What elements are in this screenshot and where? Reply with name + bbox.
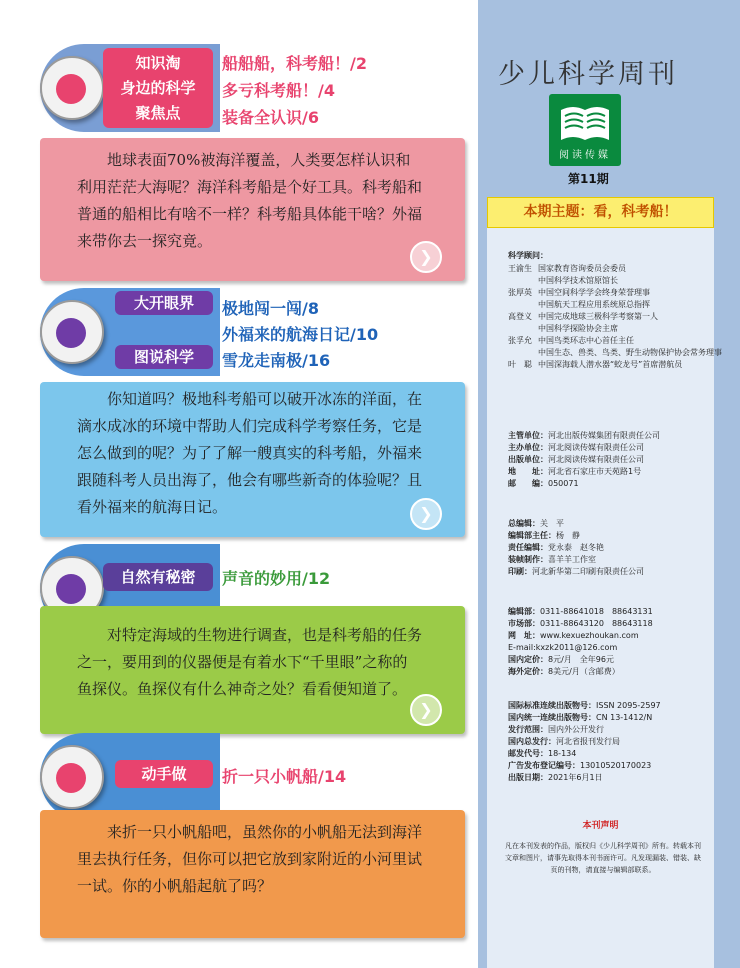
section-label: 大开眼界 <box>115 291 213 315</box>
section-disc <box>40 745 104 809</box>
publisher-value: 河北省石家庄市天苑路1号 <box>548 467 642 476</box>
publisher-row <box>508 430 660 442</box>
advisor-title: 中国完成地球三极科学考察第一人 <box>538 312 658 321</box>
next-arrow-icon[interactable]: ❯ <box>410 241 442 273</box>
contact-row <box>508 654 653 666</box>
section-card <box>40 810 465 938</box>
codes-key: 广告发布登记编号： <box>508 761 580 770</box>
contact-row <box>508 642 653 654</box>
contact-row <box>508 606 653 618</box>
codes-key: 出版日期： <box>508 773 548 782</box>
contact-value: 8美元/月（含邮费） <box>548 667 620 676</box>
toc-link[interactable]: 雪龙走南极/16 <box>222 351 331 370</box>
codes-row <box>508 700 661 712</box>
section-label: 自然有秘密 <box>103 563 213 591</box>
publisher-key: 地 址： <box>508 467 548 476</box>
editors-row <box>508 566 644 578</box>
contact-row <box>508 618 653 630</box>
section-disc <box>40 56 104 120</box>
toc-link[interactable]: 船船船，科考船！/2 <box>222 54 367 73</box>
issue-number: 第11期 <box>568 172 609 186</box>
editors-info <box>508 518 644 578</box>
editors-value: 河北新华第二印刷有限责任公司 <box>532 567 644 576</box>
codes-value: 河北省报刊发行局 <box>556 737 620 746</box>
contact-key: 编辑部： <box>508 607 540 616</box>
advisor-name: 高登义 <box>508 312 532 321</box>
codes-key: 发行范围： <box>508 725 548 734</box>
advisors-list <box>508 263 722 371</box>
advisor-title: 中国科学探险协会主席 <box>538 324 618 333</box>
codes-value: 2021年6月1日 <box>548 773 603 782</box>
publication-codes <box>508 700 661 784</box>
editors-row <box>508 554 644 566</box>
advisor-name: 叶 聪 <box>508 360 532 369</box>
editors-key: 责任编辑： <box>508 543 548 552</box>
codes-key: 邮发代号： <box>508 749 548 758</box>
editors-value: 关 平 <box>540 519 564 528</box>
codes-row <box>508 724 661 736</box>
section-label: 动手做 <box>115 760 213 788</box>
publisher-row <box>508 454 660 466</box>
toc-link[interactable]: 极地闯一闯/8 <box>222 299 319 318</box>
contact-key: 网 址： <box>508 631 540 640</box>
advisor-name: 王渝生 <box>508 264 532 273</box>
advisor-title: 中国航天工程应用系统原总指挥 <box>538 300 650 309</box>
toc-link[interactable]: 声音的妙用/12 <box>222 569 331 588</box>
editors-key: 总编辑： <box>508 519 540 528</box>
advisor-entry <box>508 311 722 335</box>
publisher-key: 主管单位： <box>508 431 548 440</box>
toc-link[interactable]: 装备全认识/6 <box>222 108 319 127</box>
contact-row <box>508 630 653 642</box>
advisor-title: 中国空间科学学会终身荣誉理事 <box>538 288 650 297</box>
advisor-title: 中国鸟类环志中心首任主任 <box>538 336 634 345</box>
codes-value: ISSN 2095-2597 <box>596 701 661 710</box>
contact-value: 0311-88643120 88643118 <box>540 619 653 628</box>
magazine-title: 少儿科学周刊 <box>498 59 678 90</box>
contact-info <box>508 606 653 678</box>
editors-row <box>508 530 644 542</box>
contact-value: 0311-88641018 88643131 <box>540 607 653 616</box>
contact-value: www.kexuezhoukan.com <box>540 631 639 640</box>
editors-value: 党永泰 赵冬艳 <box>548 543 604 552</box>
section-intro: 你知道吗？极地科考船可以破开冰冻的洋面，在滴水成冰的环境中帮助人们完成科学考察任务，它是怎么做到的呢？为了了解一艘真实的科考船，外福来跟随科考人员出海了，他会有哪些新奇的体验呢？且看外福来的航海日记。 <box>77 390 423 516</box>
advisor-entry <box>508 335 722 359</box>
codes-row <box>508 760 661 772</box>
advisor-name: 张孚允 <box>508 336 532 345</box>
codes-key: 国际标准连续出版物号： <box>508 701 596 710</box>
section-labels <box>103 48 213 128</box>
contact-key: 海外定价： <box>508 667 548 676</box>
section-intro: 地球表面70%被海洋覆盖，人类要怎样认识和利用茫茫大海呢？海洋科考船是个好工具。科考船和普通的船相比有啥不一样？科考船具体能干啥？外福来带你去一探究竟。 <box>77 151 423 250</box>
contact-key: 市场部： <box>508 619 540 628</box>
advisor-name: 张厚英 <box>508 288 532 297</box>
advisor-title: 国家教育咨询委员会委员 <box>538 264 626 273</box>
section-label: 聚焦点 <box>135 104 181 122</box>
advisor-entry <box>508 287 722 311</box>
section-intro: 对特定海域的生物进行调查，也是科考船的任务之一，要用到的仪器便是有着水下“千里眼”之称的鱼探仪。鱼探仪有什么神奇之处？看看便知道了。 <box>77 626 423 698</box>
advisor-title: 中国深海载人潜水器“蛟龙号”首席潜航员 <box>538 360 683 369</box>
codes-row <box>508 748 661 760</box>
section-card <box>40 606 465 734</box>
publisher-logo <box>549 94 621 166</box>
declaration-title: 本刊声明 <box>582 821 619 831</box>
editors-row <box>508 518 644 530</box>
advisor-entry <box>508 359 722 371</box>
contact-value: E-mail:kxzk2011@126.com <box>508 643 618 652</box>
next-arrow-icon[interactable]: ❯ <box>410 694 442 726</box>
editors-row <box>508 542 644 554</box>
toc-link[interactable]: 多亏科考船！/4 <box>222 81 335 100</box>
logo-caption: 阅读传媒 <box>559 150 611 161</box>
publisher-row <box>508 466 660 478</box>
next-arrow-icon[interactable]: ❯ <box>410 498 442 530</box>
declaration-text: 凡在本刊发表的作品，版权归《少儿科学周刊》所有。转载本刊文章和图片，请事先取得本刊书面许可。凡发现漏装、错装、缺页的刊物，请直接与编辑部联系。 <box>505 842 701 874</box>
codes-value: 国内外公开发行 <box>548 725 604 734</box>
contact-row <box>508 666 653 678</box>
codes-row <box>508 772 661 784</box>
toc-link[interactable]: 折一只小帆船/14 <box>222 767 347 786</box>
publisher-row <box>508 478 660 490</box>
codes-value: 13010520170023 <box>580 761 652 770</box>
publisher-value: 河北阅读传媒有限责任公司 <box>548 443 644 452</box>
advisor-title: 中国生态、兽类、鸟类、野生动物保护协会常务理事 <box>538 348 722 357</box>
editors-key: 编辑部主任： <box>508 531 556 540</box>
editors-key: 装帧制作： <box>508 555 548 564</box>
section-disc <box>40 300 104 364</box>
section-card <box>40 138 465 281</box>
publisher-key: 主办单位： <box>508 443 548 452</box>
advisor-entry <box>508 263 722 287</box>
book-logo-icon <box>559 102 611 142</box>
publisher-value: 河北阅读传媒有限责任公司 <box>548 455 644 464</box>
issue-theme: 本期主题：看，科考船！ <box>487 197 714 228</box>
codes-key: 国内统一连续出版物号： <box>508 713 596 722</box>
section-card <box>40 382 465 537</box>
codes-row <box>508 736 661 748</box>
advisor-title: 中国科学技术馆原馆长 <box>538 276 618 285</box>
contact-value: 8元/月 全年96元 <box>548 655 614 664</box>
publisher-value: 河北出版传媒集团有限责任公司 <box>548 431 660 440</box>
section-intro: 来折一只小帆船吧，虽然你的小帆船无法到海洋里去执行任务，但你可以把它放到家附近的小河里试一试。你的小帆船起航了吗？ <box>77 823 423 895</box>
publisher-value: 050071 <box>548 479 579 488</box>
codes-value: CN 13-1412/N <box>596 713 653 722</box>
codes-value: 18-134 <box>548 749 577 758</box>
advisors-heading: 科学顾问： <box>508 251 548 260</box>
publisher-key: 出版单位： <box>508 455 548 464</box>
toc-link[interactable]: 外福来的航海日记/10 <box>222 325 379 344</box>
codes-row <box>508 712 661 724</box>
section-label: 知识淘 <box>135 54 181 72</box>
editors-value: 喜羊羊工作室 <box>548 555 596 564</box>
publisher-key: 邮 编： <box>508 479 548 488</box>
editors-key: 印刷： <box>508 567 532 576</box>
contact-key: 国内定价： <box>508 655 548 664</box>
editors-value: 杨 静 <box>556 531 580 540</box>
section-label: 身边的科学 <box>120 79 196 97</box>
codes-key: 国内总发行： <box>508 737 556 746</box>
publisher-info <box>508 430 660 490</box>
publisher-row <box>508 442 660 454</box>
section-label: 图说科学 <box>115 345 213 369</box>
